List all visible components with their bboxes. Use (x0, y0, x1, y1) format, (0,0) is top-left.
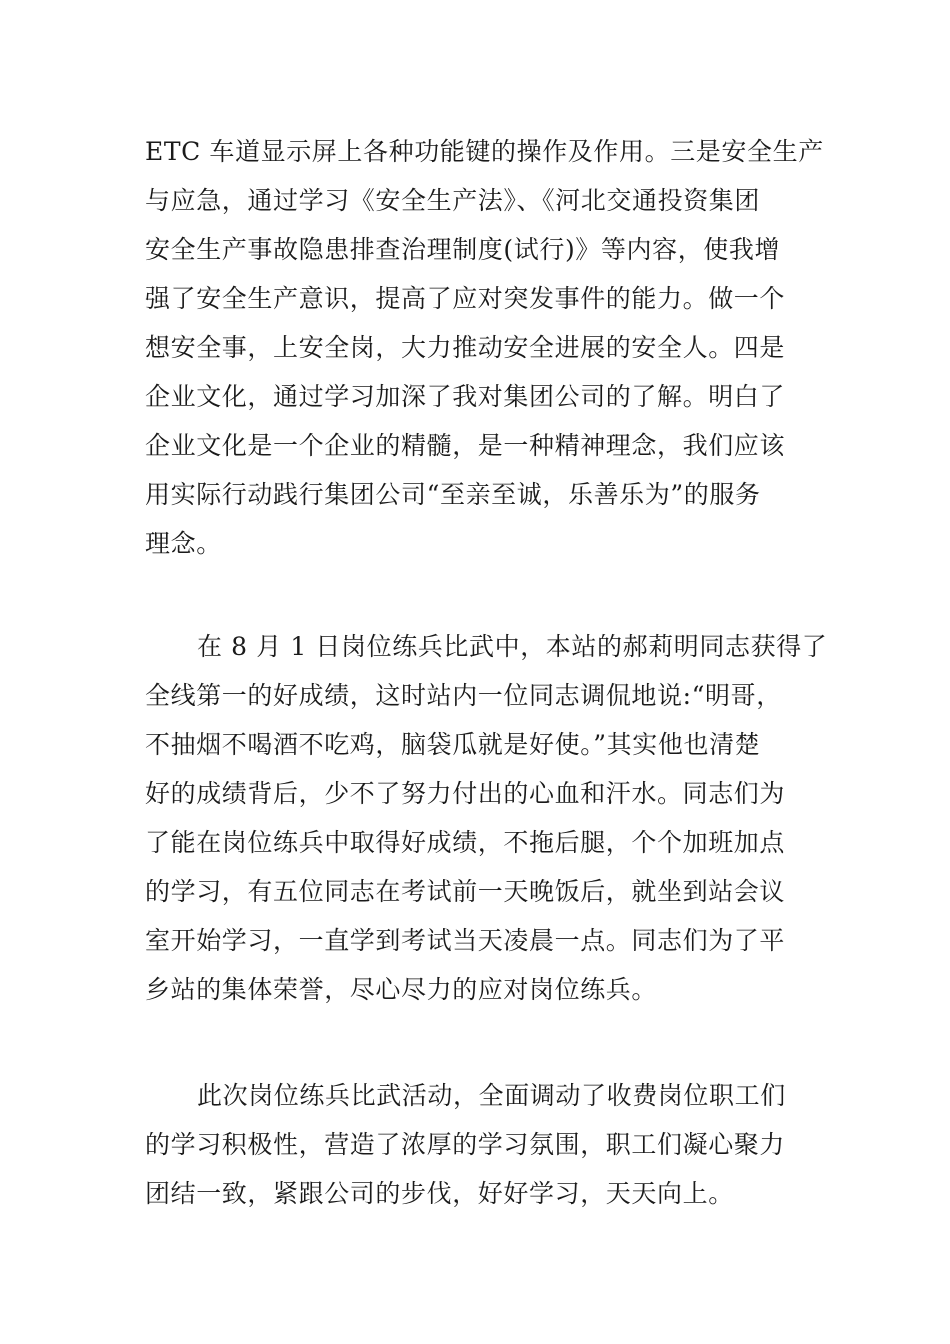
text-line: 室开始学习，一直学到考试当天凌晨一点。同志们为了平 (145, 926, 786, 955)
text-line: 企业文化，通过学习加深了我对集团公司的了解。明白了 (145, 382, 786, 411)
paragraph-1 (145, 127, 824, 568)
text-line: 全线第一的好成绩，这时站内一位同志调侃地说:“明哥， (145, 681, 782, 710)
text-line: 的学习积极性，营造了浓厚的学习氛围，职工们凝心聚力 (145, 1130, 786, 1159)
text-line: 企业文化是一个企业的精髓，是一种精神理念，我们应该 (145, 431, 786, 460)
text-line: 好的成绩背后，少不了努力付出的心血和汗水。同志们为 (145, 779, 786, 808)
text-line: 不抽烟不喝酒不吃鸡，脑袋瓜就是好使。”其实他也清楚 (145, 730, 761, 759)
text-line: 乡站的集体荣誉，尽心尽力的应对岗位练兵。 (145, 975, 658, 1004)
text-line: 的学习，有五位同志在考试前一天晚饭后，就坐到站会议 (145, 877, 786, 906)
paragraph-3 (145, 1071, 815, 1218)
text-line: 与应急，通过学习《安全生产法》、《河北交通投资集团 (145, 186, 761, 215)
text-line: 强了安全生产意识，提高了应对突发事件的能力。做一个 (145, 284, 786, 313)
text-line: 安全生产事故隐患排查治理制度(试行)》等内容，使我增 (145, 235, 781, 264)
text-line: 此次岗位练兵比武活动，全面调动了收费岗位职工们 (197, 1081, 786, 1110)
paragraph-2 (145, 622, 828, 1014)
text-line: 想安全事，上安全岗，大力推动安全进展的安全人。四是 (145, 333, 786, 362)
text-line: ETC 车道显示屏上各种功能键的操作及作用。三是安全生产 (145, 137, 824, 166)
text-line: 在 8 月 1 日岗位练兵比武中，本站的郝莉明同志获得了 (197, 632, 828, 661)
text-line: 了能在岗位练兵中取得好成绩，不拖后腿，个个加班加点 (145, 828, 786, 857)
text-line: 团结一致，紧跟公司的步伐，好好学习，天天向上。 (145, 1179, 734, 1208)
text-line: 用实际行动践行集团公司“至亲至诚，乐善乐为”的服务 (145, 480, 761, 509)
text-line: 理念。 (145, 529, 222, 558)
